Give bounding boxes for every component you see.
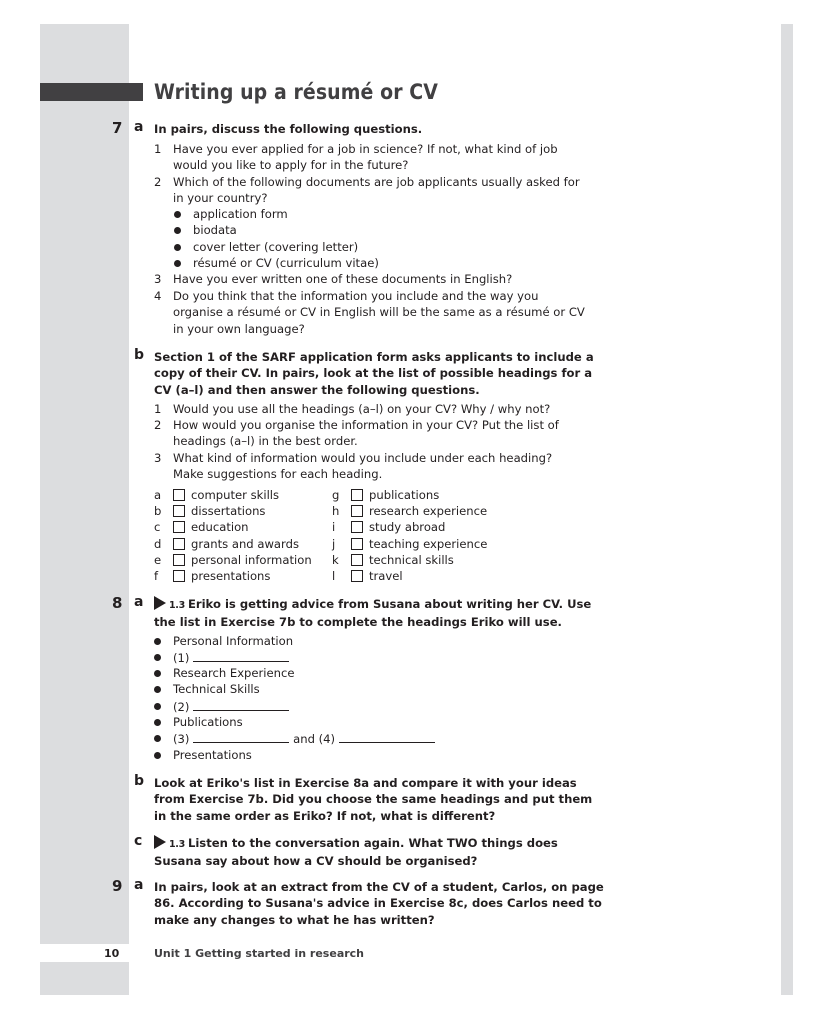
bullet-icon bbox=[174, 211, 181, 218]
exercise-number: 9 bbox=[112, 877, 123, 895]
unit-title: Unit 1 Getting started in research bbox=[154, 947, 365, 960]
bullet-icon bbox=[154, 638, 161, 645]
list-item: (2) bbox=[154, 698, 289, 715]
question-item bbox=[154, 417, 604, 450]
exercise-part-label: b bbox=[134, 347, 145, 363]
question-item bbox=[154, 450, 604, 483]
answer-blank[interactable] bbox=[193, 698, 289, 711]
play-audio-icon[interactable] bbox=[154, 596, 166, 610]
bullet-icon bbox=[154, 735, 161, 742]
question-text: Do you think that the information you include and the way you organise a résumé or CV in English will be the same as a résumé or CV in your own language? bbox=[173, 289, 585, 336]
exercise-instruction: 1.3 Listen to the conversation again. What TWO things does Susana say about how a CV should be organised? bbox=[154, 836, 558, 869]
checkbox[interactable] bbox=[351, 521, 363, 533]
question-text: Which of the following documents are job applicants usually asked for in your country? bbox=[173, 175, 580, 206]
page-number: 10 bbox=[104, 947, 120, 960]
question-text: Would you use all the headings (a–l) on your CV? Why / why not? bbox=[173, 402, 551, 416]
list-item: Research Experience bbox=[154, 665, 295, 681]
checkbox[interactable] bbox=[351, 489, 363, 501]
exercise-part-label: c bbox=[134, 833, 143, 849]
exercise-part-label: b bbox=[134, 773, 145, 789]
list-item: biodata bbox=[174, 222, 237, 238]
question-text: What kind of information would you include under each heading? Make suggestions for each heading. bbox=[173, 451, 553, 482]
list-item: (3) and (4) bbox=[154, 730, 435, 747]
question-text: Have you ever written one of these documents in English? bbox=[173, 272, 513, 286]
checkbox[interactable] bbox=[173, 505, 185, 517]
list-item: (1) bbox=[154, 649, 289, 666]
left-margin-strip-bottom bbox=[40, 962, 129, 995]
page-title: Writing up a résumé or CV bbox=[154, 80, 438, 104]
checkbox[interactable] bbox=[351, 538, 363, 550]
checkbox[interactable] bbox=[351, 505, 363, 517]
exercise-part-label: a bbox=[134, 119, 144, 135]
list-item: Presentations bbox=[154, 747, 252, 763]
bullet-icon bbox=[154, 654, 161, 661]
title-marker-bar bbox=[40, 83, 143, 101]
checkbox[interactable] bbox=[173, 521, 185, 533]
checkbox[interactable] bbox=[173, 570, 185, 582]
question-number: 1 bbox=[154, 142, 162, 156]
exercise-instruction: Section 1 of the SARF application form asks applicants to include a copy of their CV. In pairs, look at the list of possible headings for a CV (a–l) and then answer the following questions. bbox=[154, 350, 594, 397]
list-item: résumé or CV (curriculum vitae) bbox=[174, 255, 379, 271]
checkbox[interactable] bbox=[173, 538, 185, 550]
checkbox[interactable] bbox=[351, 570, 363, 582]
exercise-part-label: a bbox=[134, 877, 144, 893]
exercise-instruction: In pairs, look at an extract from the CV of a student, Carlos, on page 86. According to Susana's advice in Exercise 8c, does Carlos need to make any changes to what he has written? bbox=[154, 880, 604, 927]
question-item bbox=[154, 174, 604, 207]
bullet-icon bbox=[174, 227, 181, 234]
list-item: Personal Information bbox=[154, 633, 293, 649]
answer-blank[interactable] bbox=[193, 730, 289, 743]
question-number: 2 bbox=[154, 175, 162, 189]
checkbox[interactable] bbox=[173, 489, 185, 501]
question-text: How would you organise the information in your CV? Put the list of headings (a–l) in the best order. bbox=[173, 418, 559, 449]
question-number: 2 bbox=[154, 418, 162, 432]
question-item bbox=[154, 401, 604, 417]
question-text: Have you ever applied for a job in science? If not, what kind of job would you like to apply for in the future? bbox=[173, 142, 558, 173]
left-margin-strip bbox=[40, 24, 129, 944]
question-number: 3 bbox=[154, 451, 162, 465]
bullet-icon bbox=[154, 686, 161, 693]
bullet-icon bbox=[154, 752, 161, 759]
exercise-instruction: In pairs, discuss the following questions. bbox=[154, 122, 423, 136]
audio-track-number: 1.3 bbox=[169, 839, 185, 850]
bullet-icon bbox=[154, 703, 161, 710]
bullet-icon bbox=[154, 719, 161, 726]
exercise-instruction: Look at Eriko's list in Exercise 8a and compare it with your ideas from Exercise 7b. Did you choose the same headings and put them in the same order as Eriko? If not, what is different? bbox=[154, 776, 593, 823]
list-item: application form bbox=[174, 206, 288, 222]
exercise-number: 7 bbox=[112, 119, 123, 137]
list-item: cover letter (covering letter) bbox=[174, 239, 358, 255]
bullet-icon bbox=[174, 260, 181, 267]
question-number: 3 bbox=[154, 272, 162, 286]
answer-blank[interactable] bbox=[339, 730, 435, 743]
exercise-part-label: a bbox=[134, 594, 144, 610]
checkbox[interactable] bbox=[351, 554, 363, 566]
audio-track-number: 1.3 bbox=[169, 600, 185, 611]
play-audio-icon[interactable] bbox=[154, 835, 166, 849]
answer-blank[interactable] bbox=[193, 649, 289, 662]
right-margin-strip bbox=[781, 24, 793, 995]
checkbox[interactable] bbox=[173, 554, 185, 566]
list-item: Publications bbox=[154, 714, 243, 730]
question-item bbox=[154, 271, 604, 287]
bullet-icon bbox=[154, 670, 161, 677]
list-item: Technical Skills bbox=[154, 681, 260, 697]
question-number: 1 bbox=[154, 402, 162, 416]
question-item bbox=[154, 141, 604, 174]
bullet-icon bbox=[174, 244, 181, 251]
question-item bbox=[154, 288, 604, 337]
exercise-number: 8 bbox=[112, 594, 123, 612]
exercise-instruction: 1.3 Eriko is getting advice from Susana about writing her CV. Use the list in Exercise 7b to complete the headings Eriko will use. bbox=[154, 597, 592, 630]
question-number: 4 bbox=[154, 289, 162, 303]
